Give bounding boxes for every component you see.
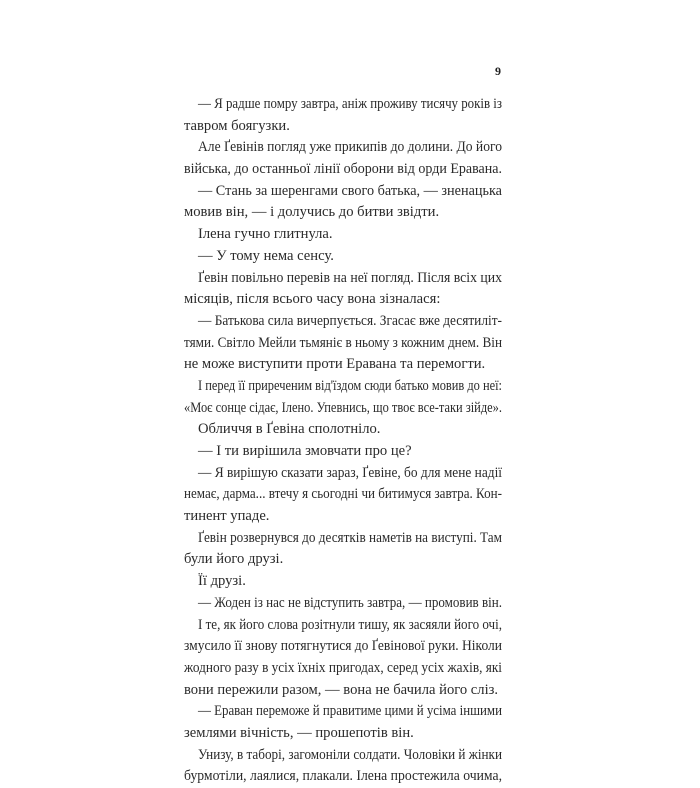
text-line: мовив він, — і долучись до битви звідти. — [184, 204, 440, 221]
text-line: війська, до останньої лінії оборони від орди Еравана. — [184, 161, 502, 178]
text-line: Обличчя в Ґевіна сполотніло. — [198, 421, 381, 438]
text-line: Ґевін повільно перевів на неї погляд. Після всіх цих — [198, 269, 502, 286]
text-line: змусило її знову потягнутися до Ґевінової руки. Ніколи — [184, 638, 502, 655]
body-text — [184, 94, 504, 788]
text-line: тями. Світло Мейли тьмяніє в ньому з кожним днем. Він — [184, 334, 502, 351]
text-line: не може виступити проти Еравана та перемогти. — [184, 356, 486, 373]
text-line: — Батькова сила вичерпується. Згасає вже десятиліт- — [198, 312, 502, 329]
text-line: місяців, після всього часу вона зізналася: — [184, 291, 441, 308]
text-line: — Я вирішую сказати зараз, Ґевіне, бо для мене надії — [198, 464, 502, 481]
text-line: І перед її приреченим від'їздом сюди батько мовив до неї: — [198, 377, 502, 394]
text-line: тавром боягузки. — [184, 117, 290, 134]
text-line: бурмотіли, лаялися, плакали. Ілена простежила очима, — [184, 768, 502, 785]
text-line: Але Ґевінів погляд уже прикипів до долини. До його — [198, 139, 502, 156]
text-line: Ґевін розвернувся до десятків наметів на виступі. Там — [198, 529, 502, 546]
text-line: «Моє сонце сідає, Ілено. Упевнись, що твоє все-таки зійде». — [184, 399, 502, 416]
text-line: тинент упаде. — [184, 508, 270, 525]
text-line: І те, як його слова розітнули тишу, як засяяли його очі, — [198, 616, 502, 633]
text-line: немає, дарма... втечу я сьогодні чи битимуся завтра. Кон- — [184, 486, 502, 503]
text-line: — І ти вирішила змовчати про це? — [198, 443, 412, 459]
text-line: — Я радше помру завтра, аніж проживу тисячу років із — [198, 96, 502, 112]
text-line: Її друзі. — [198, 573, 246, 590]
text-line: землями вічність, — прошепотів він. — [184, 724, 414, 741]
text-line: Унизу, в таборі, загомоніли солдати. Чоловіки й жінки — [198, 746, 502, 763]
text-line: Ілена гучно глитнула. — [198, 226, 333, 243]
page-number: 9 — [495, 64, 501, 78]
text-line: — Стань за шеренгами свого батька, — зненацька — [198, 182, 502, 199]
text-line: вони пережили разом, — вона не бачила його сліз. — [184, 681, 499, 698]
text-line: — У тому нема сенсу. — [198, 247, 334, 264]
text-line: були його друзі. — [184, 551, 284, 568]
text-line: — Жоден із нас не відступить завтра, — промовив він. — [198, 594, 502, 611]
text-line: — Ераван переможе й правитиме цими й усіма іншими — [198, 703, 502, 720]
text-line: жодного разу в усіх їхніх пригодах, серед усіх жахів, які — [184, 659, 502, 676]
